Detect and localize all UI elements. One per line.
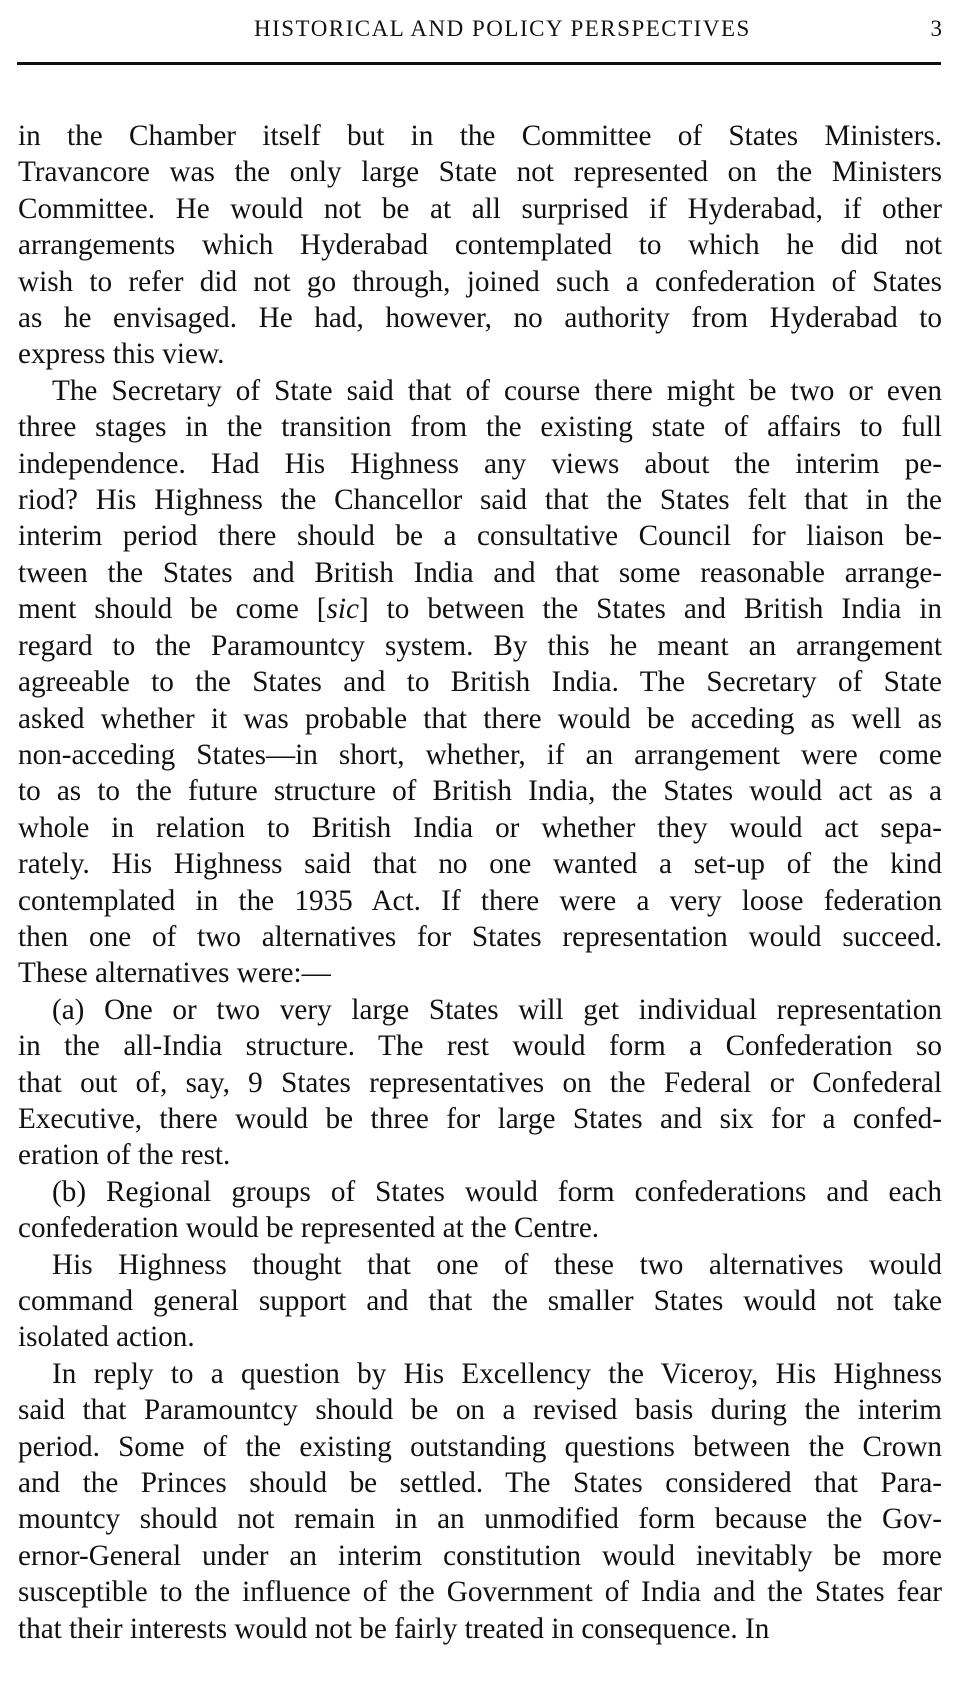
text-line: to as to the future structure of British India, the States would act as a xyxy=(18,775,942,808)
paragraph xyxy=(18,1356,942,1647)
text-line: (b) Regional groups of States would form confederations and each xyxy=(52,1175,942,1208)
text-line: ment should be come [sic] to between the States and British India in xyxy=(18,593,942,626)
text-line: rately. His Highness said that no one wanted a set-up of the kind xyxy=(18,848,942,881)
text-line: ernor-General under an interim constitution would inevitably be more xyxy=(18,1539,942,1572)
text-line: whole in relation to British India or whether they would act sepa- xyxy=(18,811,942,844)
text-line: that out of, say, 9 States representatives on the Federal or Confederal xyxy=(18,1066,942,1099)
text-line: Executive, there would be three for large States and six for a confed- xyxy=(18,1102,942,1135)
text-line: tween the States and British India and that some reasonable arrange- xyxy=(18,556,942,589)
text-line: Committee. He would not be at all surprised if Hyderabad, if other xyxy=(18,192,942,225)
text-line: non-acceding States—in short, whether, if an arrangement were come xyxy=(18,738,942,771)
text-line: then one of two alternatives for States representation would succeed. xyxy=(18,920,942,953)
text-line: These alternatives were:— xyxy=(18,957,331,990)
text-line: three stages in the transition from the existing state of affairs to full xyxy=(18,411,942,444)
text-line: asked whether it was probable that there would be acceding as well as xyxy=(18,702,942,735)
text-line: agreeable to the States and to British India. The Secretary of State xyxy=(18,666,942,699)
text-line: wish to refer did not go through, joined such a confederation of States xyxy=(18,265,942,298)
text-line: confederation would be represented at the Centre. xyxy=(18,1212,600,1245)
text-line: His Highness thought that one of these two alternatives would xyxy=(52,1248,942,1281)
text-line: arrangements which Hyderabad contemplated to which he did not xyxy=(18,229,942,262)
text-line: independence. Had His Highness any views about the interim pe- xyxy=(18,447,942,480)
text-line: in the all-India structure. The rest would form a Confederation so xyxy=(18,1030,942,1063)
text-line: riod? His Highness the Chancellor said that the States felt that in the xyxy=(18,484,942,517)
paragraph xyxy=(18,1247,942,1356)
paragraph xyxy=(18,118,942,373)
text-line: and the Princes should be settled. The States considered that Para- xyxy=(18,1467,942,1500)
text-line: regard to the Paramountcy system. By this he meant an arrangement xyxy=(18,629,942,662)
text-line: in the Chamber itself but in the Committee of States Ministers. xyxy=(18,120,942,152)
text-line: contemplated in the 1935 Act. If there were a very loose federation xyxy=(18,884,942,917)
running-title: HISTORICAL AND POLICY PERSPECTIVES xyxy=(254,16,751,41)
paragraph xyxy=(18,992,942,1174)
text-line: as he envisaged. He had, however, no authority from Hyderabad to xyxy=(18,302,942,335)
text-line: susceptible to the influence of the Government of India and the States fear xyxy=(18,1576,942,1609)
page-number: 3 xyxy=(930,16,942,41)
text-line: mountcy should not remain in an unmodified form because the Gov- xyxy=(18,1503,942,1536)
text-line: command general support and that the smaller States would not take xyxy=(18,1285,942,1317)
text-line: express this view. xyxy=(18,338,225,371)
running-head xyxy=(18,10,942,50)
body-text xyxy=(18,118,942,1647)
text-line: eration of the rest. xyxy=(18,1139,231,1172)
header-rule xyxy=(17,62,941,65)
text-line: Travancore was the only large State not represented on the Ministers xyxy=(18,156,942,189)
text-line: said that Paramountcy should be on a revised basis during the interim xyxy=(18,1394,942,1427)
paragraph xyxy=(18,373,942,992)
text-line: The Secretary of State said that of course there might be two or even xyxy=(52,374,942,407)
text-line: (a) One or two very large States will get individual representation xyxy=(52,993,942,1026)
text-line: In reply to a question by His Excellency the Viceroy, His Highness xyxy=(52,1357,942,1390)
text-line: isolated action. xyxy=(18,1321,195,1354)
text-line: period. Some of the existing outstanding questions between the Crown xyxy=(18,1430,942,1463)
text-line: that their interests would not be fairly treated in consequence. In xyxy=(18,1612,770,1645)
text-line: interim period there should be a consultative Council for liaison be- xyxy=(18,520,942,553)
paragraph xyxy=(18,1174,942,1247)
